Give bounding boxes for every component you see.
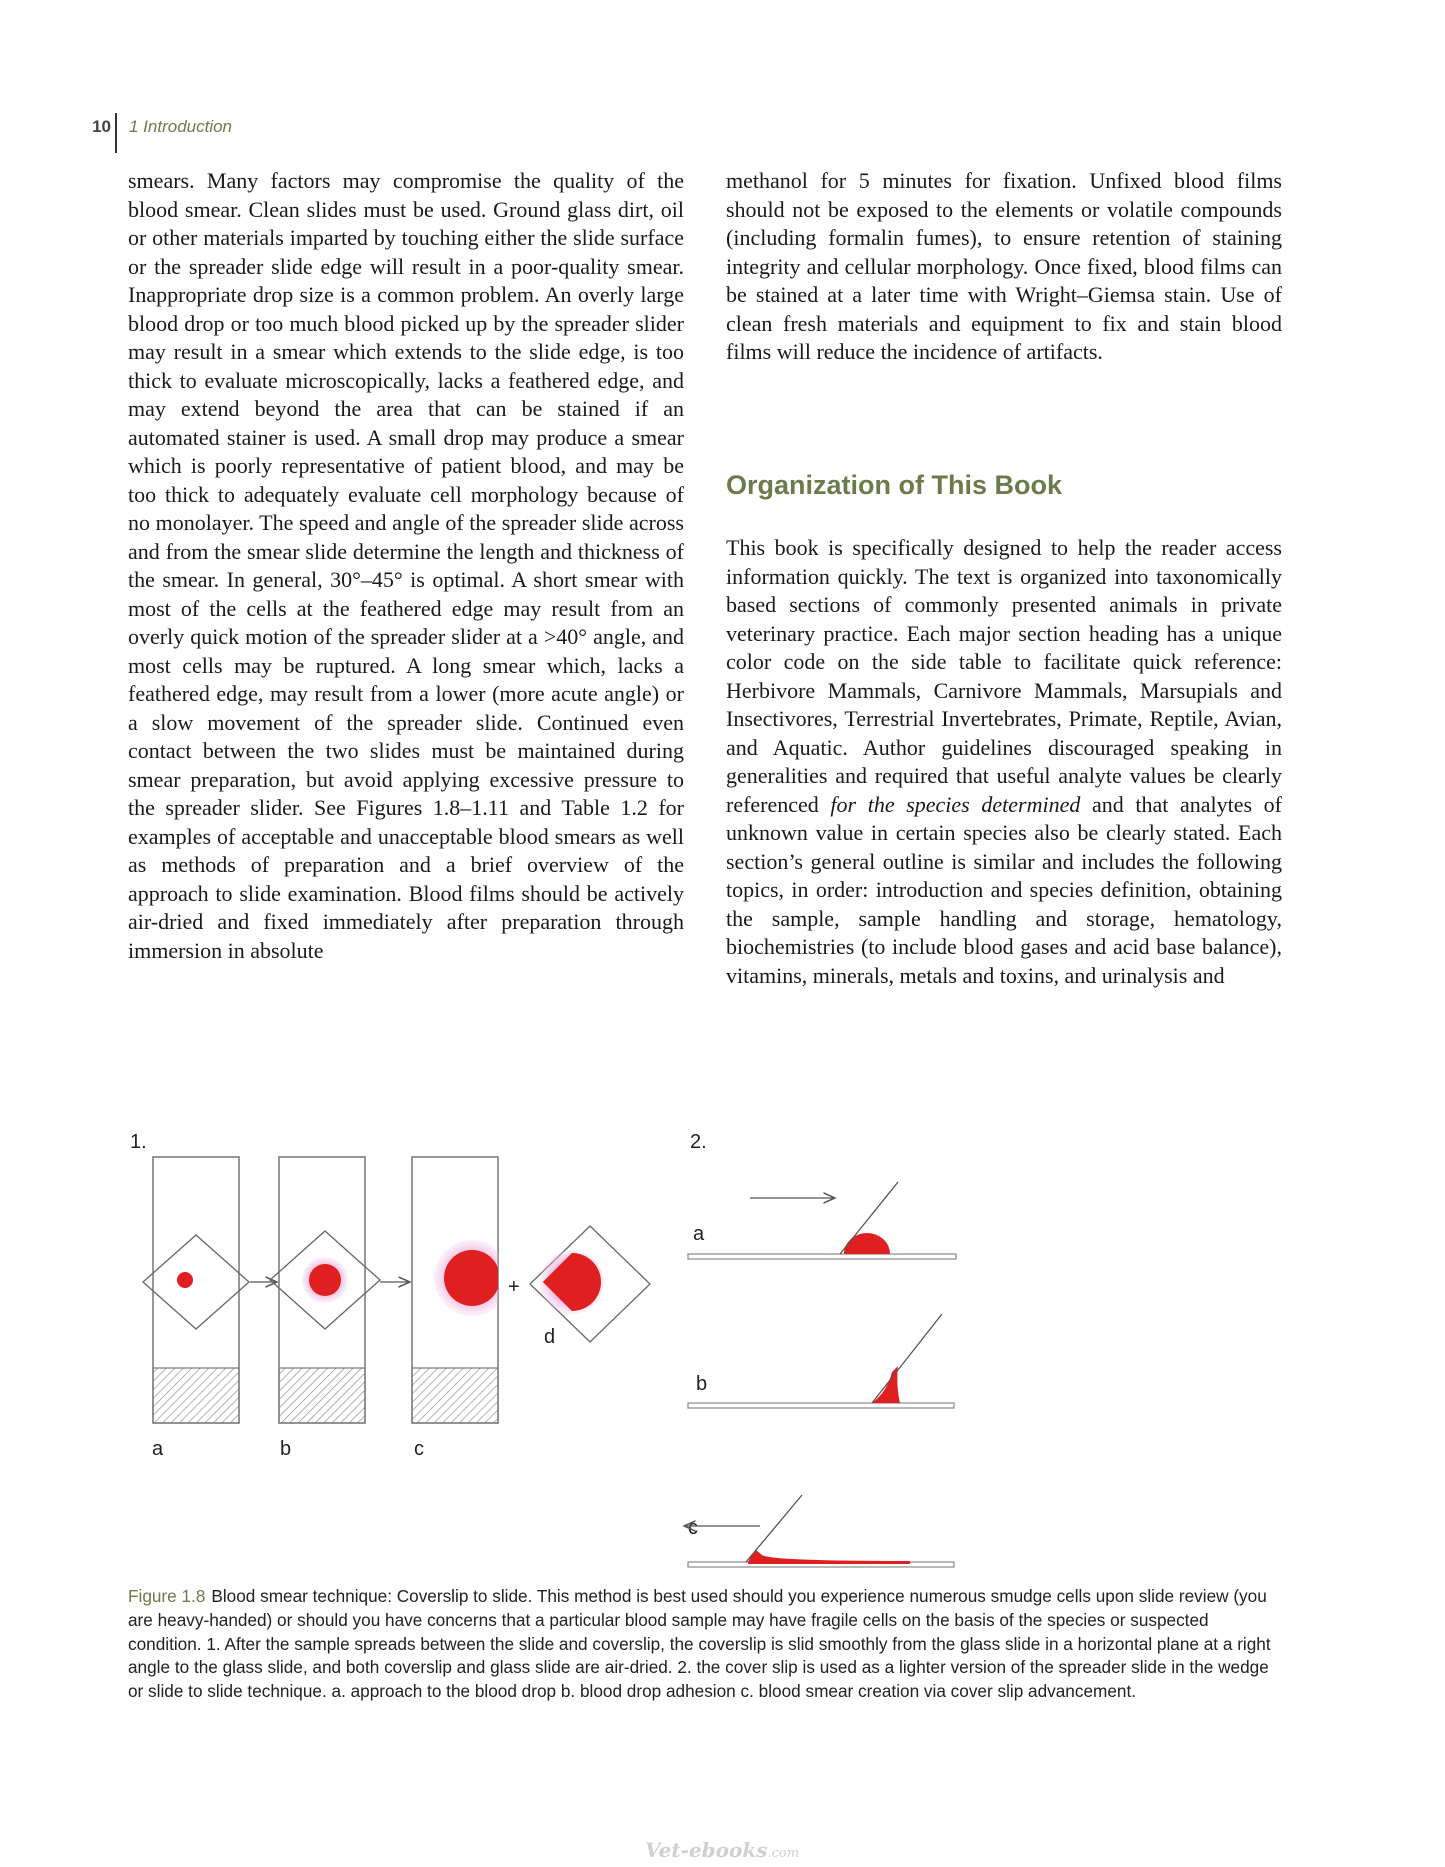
chapter-title: 1 Introduction [129,117,233,136]
figure-1-8 [110,1110,1040,1570]
slide-a-frosted-end [153,1368,239,1423]
coverslip-2b [872,1314,942,1403]
sublabel-2b: b [696,1373,708,1395]
header-divider [115,113,117,153]
coverslip-a [143,1235,249,1329]
slide-b [270,1157,380,1423]
plus-sign: + [508,1276,520,1298]
panel-2a [688,1182,956,1259]
slide-c-frosted-end [412,1368,498,1423]
blood-drop-c [444,1250,500,1306]
blood-drop-2a [844,1233,890,1254]
section-heading: Organization of This Book [726,470,1062,500]
figure-caption [128,1585,1278,1704]
left-column [128,167,684,965]
slide-b-frosted-end [279,1368,365,1423]
page-number: 10 [92,117,111,136]
slide-a [143,1157,249,1423]
blood-smear-2c [748,1550,910,1564]
right-column-section [726,534,1282,990]
watermark [645,1838,799,1862]
panel-2-label: 2. [690,1131,707,1153]
blood-drop-a [177,1272,193,1288]
panel-2c [684,1495,954,1567]
sublabel-2c: c [688,1517,698,1539]
section-text-part2: and that analytes of unknown value in certain species also be clearly stated. Each section’s general outline is similar and includes the following topics, in order: introduction and species definition, obtaining the sample, sample handling and storage, hematology, biochemistries (to include blood gases and acid base balance), vitamins, minerals, metals and toxins, and urinalysis and [726,791,1282,988]
watermark-suffix: .com [767,1846,800,1861]
sublabel-1a: a [152,1438,164,1460]
panel-2b [688,1314,954,1408]
panel-2-labels [688,1131,707,1539]
sublabel-1c: c [414,1438,424,1460]
panel-1-label: 1. [130,1131,147,1153]
slide-c [412,1157,510,1423]
sublabel-1d: d [544,1326,556,1348]
right-column-paragraph: methanol for 5 minutes for fixation. Unfixed blood films should not be exposed to the elements or volatile compounds (including formalin fumes), to ensure retention of staining integrity and cellular morphology. Once fixed, blood films can be stained at a later time with Wright–Giemsa stain. Use of clean fresh materials and equipment to fix and stain blood films will reduce the incidence of artifacts. [726,168,1282,364]
left-column-paragraph: smears. Many factors may compromise the quality of the blood smear. Clean slides must be used. Ground glass dirt, oil or other materials imparted by touching either the slide surface or the spreader slide edge will result in a poor-quality smear. Inappropriate drop size is a common problem. An overly large blood drop or too much blood picked up by the spreader slider may result in a smear which extends to the slide edge, is too thick to evaluate microscopically, lacks a feathered edge, and may extend beyond the area that can be stained if an automated stainer is used. A small drop may produce a smear which is poorly representative of patient blood, and may be too thick to adequately evaluate cell morphology because of no monolayer. The speed and angle of the spreader slide across and from the smear slide determine the length and thickness of the smear. In general, 30°–45° is optimal. A short smear with most of the cells at the feathered edge may result from an overly quick motion of the spreader slider at a >40° angle, and most cells may be ruptured. A long smear which, lacks a feathered edge, may result from a lower (more acute angle) or a slow movement of the spreader slide. Continued even contact between the two slides must be maintained during smear preparation, but avoid applying excessive pressure to the spreader slider. See Figures 1.8–1.11 and Table 1.2 for examples of acceptable and unacceptable blood smears as well as methods of preparation and a brief overview of the approach to slide examination. Blood films should be actively air-dried and fixed immediately after preparation through immersion in absolute [128,168,684,963]
figure-illustration [110,1110,1040,1570]
blood-drop-b [309,1264,341,1296]
caption-label: Figure 1.8 [128,1586,206,1606]
caption-text: Blood smear technique: Coverslip to slide. This method is best used should you experience numerous smudge cells upon slide review (you are heavy-handed) or should you have concerns that a particular blood sample may have fragile cells on the basis of the species or suspected condition. 1. After the sample spreads between the slide and coverslip, the coverslip is slid smoothly from the glass slide in a horizontal plane at a right angle to the glass slide, and both coverslip and glass slide are air-dried. 2. the cover slip is used as a lighter version of the spreader slide in the wedge or slide to slide technique. a. approach to the blood drop b. blood drop adhesion c. blood smear creation via cover slip advancement. [128,1586,1271,1702]
right-column-top [726,167,1282,367]
watermark-main: Vet-ebooks [645,1838,768,1862]
glass-slide-2b [688,1403,954,1408]
glass-slide-2a [688,1254,956,1259]
sublabel-1b: b [280,1438,292,1460]
section-text-italic: for the species determined [830,791,1081,817]
coverslip-d [530,1226,650,1342]
coverslip-2c [746,1495,802,1562]
sublabel-2a: a [693,1223,705,1245]
section-paragraph [726,534,1282,990]
section-text-part1: This book is specifically designed to help the reader access information quickly. The text is organized into taxonomically based sections of commonly presented animals in private veterinary practice. Each major section heading has a unique color code on the side table to facilitate quick reference: Herbivore Mammals, Carnivore Mammals, Marsupials and Insectivores, Terrestrial Invertebrates, Primate, Reptile, Avian, and Aquatic. Author guidelines discouraged speaking in generalities and required that useful analyte values be clearly referenced [726,535,1282,817]
